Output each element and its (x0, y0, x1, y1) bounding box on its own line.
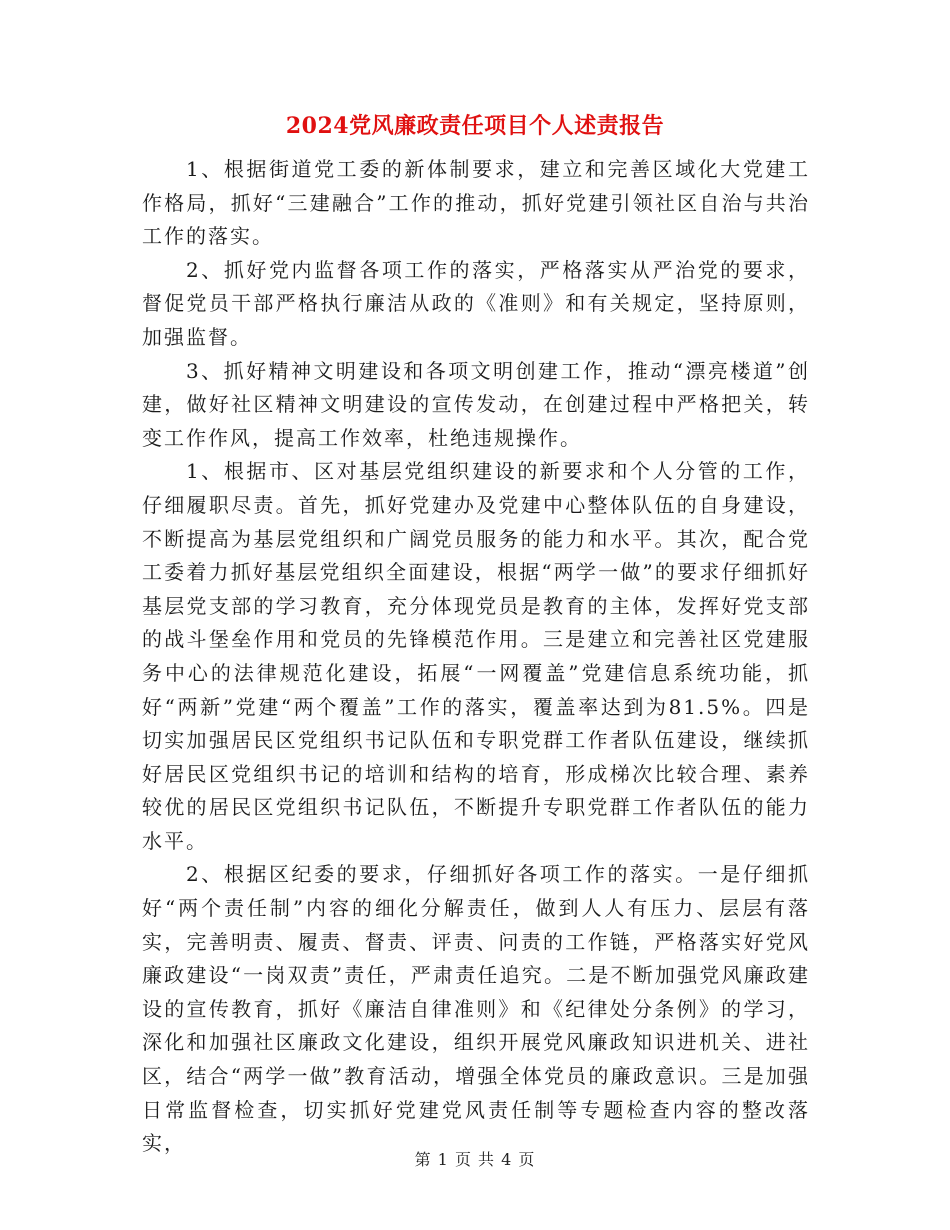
document-title: 2024党风廉政责任项目个人述责报告 (285, 113, 665, 139)
paragraph: 1、根据市、区对基层党组织建设的新要求和个人分管的工作，仔细履职尽责。首先，抓好党建办及党建中心整体队伍的自身建设，不断提高为基层党组织和广阔党员服务的能力和水平。其次，配合党工委着力抓好基层党组织全面建设，根据“两学一做”的要求仔细抓好基层党支部的学习教育，充分体现党员是教育的主体，发挥好党支部的战斗堡垒作用和党员的先锋模范作用。三是建立和完善社区党建服务中心的法律规范化建设，拓展“一网覆盖”党建信息系统功能，抓好“两新”党建“两个覆盖”工作的落实，覆盖率达到为81.5%。四是切实加强居民区党组织书记队伍和专职党群工作者队伍建设，继续抓好居民区党组织书记的培训和结构的培育，形成梯次比较合理、素养较优的居民区党组织书记队伍，不断提升专职党群工作者队伍的能力水平。 (142, 459, 810, 853)
footer-suffix: 页 (518, 1150, 536, 1169)
document-body (142, 153, 810, 1161)
footer-middle: 页 共 (454, 1150, 496, 1169)
footer-prefix: 第 (414, 1150, 432, 1169)
paragraph: 2、抓好党内监督各项工作的落实，严格落实从严治党的要求，督促党员干部严格执行廉洁从政的《准则》和有关规定，坚持原则，加强监督。 (142, 257, 810, 349)
footer-total-pages: 4 (501, 1150, 513, 1169)
footer-current-page: 1 (437, 1150, 449, 1169)
page-footer (0, 1148, 950, 1172)
paragraph: 2、根据区纪委的要求，仔细抓好各项工作的落实。一是仔细抓好“两个责任制”内容的细化分解责任，做到人人有压力、层层有落实，完善明责、履责、督责、评责、问责的工作链，严格落实好党风廉政建设“一岗双责”责任，严肃责任追究。二是不断加强党风廉政建设的宣传教育，抓好《廉洁自律准则》和《纪律处分条例》的学习，深化和加强社区廉政文化建设，组织开展党风廉政知识进机关、进社区，结合“两学一做”教育活动，增强全体党员的廉政意识。三是加强日常监督检查，切实抓好党建党风责任制等专题检查内容的整改落实， (142, 862, 810, 1156)
paragraph: 3、抓好精神文明建设和各项文明创建工作，推动“漂亮楼道”创建，做好社区精神文明建设的宣传发动，在创建过程中严格把关，转变工作作风，提高工作效率，杜绝违规操作。 (142, 358, 810, 450)
paragraph: 1、根据街道党工委的新体制要求，建立和完善区域化大党建工作格局，抓好“三建融合”工作的推动，抓好党建引领社区自治与共治工作的落实。 (142, 157, 810, 249)
